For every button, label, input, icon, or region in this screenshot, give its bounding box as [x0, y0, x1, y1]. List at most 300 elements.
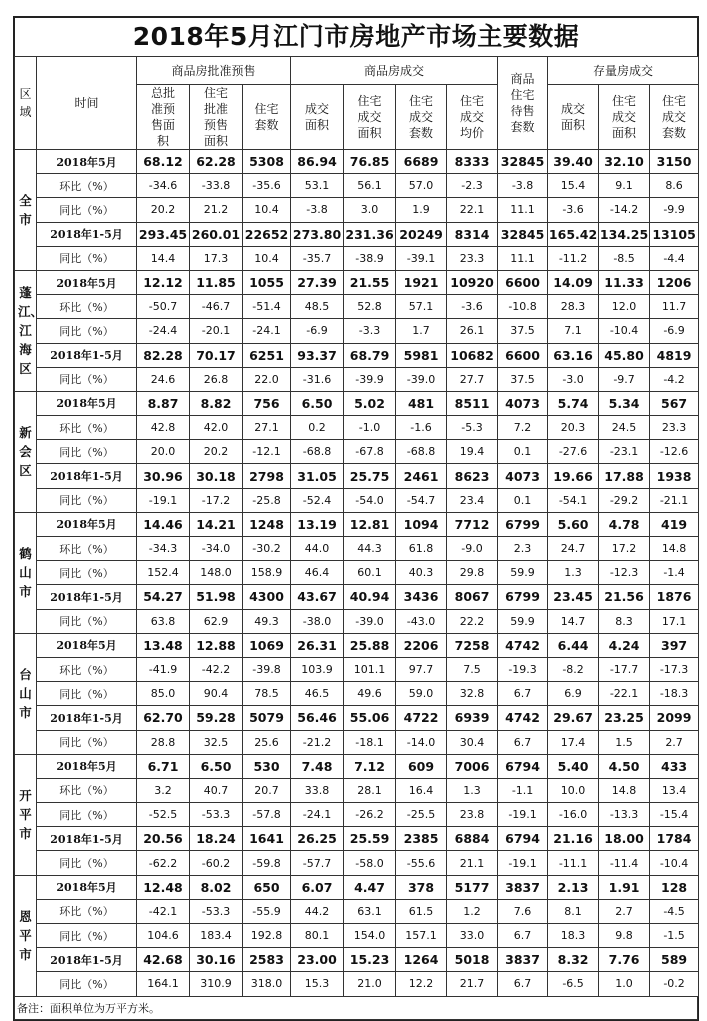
- data-cell: 52.8: [344, 295, 396, 319]
- table-row: [15, 440, 699, 464]
- data-cell: 148.0: [190, 561, 243, 585]
- data-cell: -33.8: [190, 174, 243, 198]
- data-cell: -21.2: [291, 730, 344, 754]
- header-time: 时间: [37, 57, 137, 150]
- row-label: 同比（%）: [37, 851, 137, 875]
- data-cell: 6794: [498, 754, 548, 778]
- column-header: 总批准预售面积: [137, 85, 190, 150]
- data-cell: 59.9: [498, 561, 548, 585]
- data-cell: 23.3: [447, 246, 498, 270]
- data-cell: 54.27: [137, 585, 190, 609]
- data-cell: -12.6: [650, 440, 699, 464]
- data-cell: 1264: [396, 948, 447, 972]
- data-cell: 650: [243, 875, 291, 899]
- data-cell: -1.5: [650, 924, 699, 948]
- table-row: [15, 512, 699, 536]
- data-cell: 27.1: [243, 416, 291, 440]
- data-cell: -55.6: [396, 851, 447, 875]
- data-cell: -9.0: [447, 537, 498, 561]
- data-cell: -9.7: [599, 367, 650, 391]
- data-cell: -24.1: [243, 319, 291, 343]
- data-cell: 14.09: [548, 270, 599, 294]
- data-cell: 29.8: [447, 561, 498, 585]
- data-cell: 2798: [243, 464, 291, 488]
- data-cell: 31.05: [291, 464, 344, 488]
- data-cell: 8.32: [548, 948, 599, 972]
- data-cell: -2.3: [447, 174, 498, 198]
- table-row: [15, 198, 699, 222]
- row-label: 同比（%）: [37, 609, 137, 633]
- data-cell: 26.1: [447, 319, 498, 343]
- data-cell: 8314: [447, 222, 498, 246]
- data-cell: 7258: [447, 633, 498, 657]
- data-cell: -21.1: [650, 488, 699, 512]
- data-cell: -3.8: [291, 198, 344, 222]
- table-row: [15, 222, 699, 246]
- table-row: [15, 827, 699, 851]
- data-cell: 6.71: [137, 754, 190, 778]
- data-cell: 21.7: [447, 972, 498, 996]
- data-cell: 10.0: [548, 778, 599, 802]
- data-cell: 20.7: [243, 778, 291, 802]
- data-cell: 3.0: [344, 198, 396, 222]
- data-cell: -16.0: [548, 803, 599, 827]
- data-cell: 2.7: [599, 899, 650, 923]
- data-cell: -18.3: [650, 682, 699, 706]
- data-cell: 1055: [243, 270, 291, 294]
- data-cell: 273.80: [291, 222, 344, 246]
- data-cell: -52.5: [137, 803, 190, 827]
- table-row: [15, 778, 699, 802]
- row-label: 环比（%）: [37, 416, 137, 440]
- data-cell: 20.2: [137, 198, 190, 222]
- data-cell: 0.2: [291, 416, 344, 440]
- data-cell: 51.98: [190, 585, 243, 609]
- data-cell: -39.1: [396, 246, 447, 270]
- row-label: 同比（%）: [37, 198, 137, 222]
- data-cell: 2385: [396, 827, 447, 851]
- table-row: [15, 391, 699, 415]
- row-label: 环比（%）: [37, 899, 137, 923]
- data-cell: 33.8: [291, 778, 344, 802]
- data-cell: 15.4: [548, 174, 599, 198]
- data-cell: 6689: [396, 150, 447, 174]
- data-cell: 25.88: [344, 633, 396, 657]
- data-cell: 15.23: [344, 948, 396, 972]
- data-cell: 4.47: [344, 875, 396, 899]
- data-cell: -24.1: [291, 803, 344, 827]
- data-cell: -68.8: [396, 440, 447, 464]
- data-cell: 433: [650, 754, 699, 778]
- data-cell: 61.8: [396, 537, 447, 561]
- data-cell: 26.31: [291, 633, 344, 657]
- data-cell: 63.16: [548, 343, 599, 367]
- data-cell: 21.16: [548, 827, 599, 851]
- data-cell: 530: [243, 754, 291, 778]
- data-cell: 6.9: [548, 682, 599, 706]
- row-label: 2018年5月: [37, 270, 137, 294]
- data-cell: 6939: [447, 706, 498, 730]
- data-cell: 28.8: [137, 730, 190, 754]
- data-cell: 21.0: [344, 972, 396, 996]
- data-cell: 5.40: [548, 754, 599, 778]
- data-cell: 293.45: [137, 222, 190, 246]
- table-row: [15, 609, 699, 633]
- data-cell: 6.44: [548, 633, 599, 657]
- data-cell: 481: [396, 391, 447, 415]
- data-cell: -34.6: [137, 174, 190, 198]
- data-cell: 6600: [498, 270, 548, 294]
- data-cell: 63.1: [344, 899, 396, 923]
- data-cell: 1248: [243, 512, 291, 536]
- data-cell: 1.9: [396, 198, 447, 222]
- data-cell: 30.96: [137, 464, 190, 488]
- data-cell: 101.1: [344, 657, 396, 681]
- data-cell: -24.4: [137, 319, 190, 343]
- data-cell: 22.2: [447, 609, 498, 633]
- data-cell: -5.3: [447, 416, 498, 440]
- data-cell: -0.2: [650, 972, 699, 996]
- data-cell: 32845: [498, 222, 548, 246]
- data-cell: -13.3: [599, 803, 650, 827]
- data-cell: -25.5: [396, 803, 447, 827]
- data-cell: -22.1: [599, 682, 650, 706]
- data-cell: 1.3: [548, 561, 599, 585]
- data-cell: 40.7: [190, 778, 243, 802]
- data-cell: 44.3: [344, 537, 396, 561]
- data-cell: 18.3: [548, 924, 599, 948]
- data-cell: 14.7: [548, 609, 599, 633]
- region-cell: 全市: [15, 150, 37, 271]
- data-cell: 11.7: [650, 295, 699, 319]
- data-cell: -19.3: [498, 657, 548, 681]
- data-cell: 12.0: [599, 295, 650, 319]
- row-label: 环比（%）: [37, 174, 137, 198]
- data-cell: 25.75: [344, 464, 396, 488]
- data-cell: 56.46: [291, 706, 344, 730]
- data-cell: 11.33: [599, 270, 650, 294]
- row-label: 2018年1-5月: [37, 827, 137, 851]
- data-cell: 0.1: [498, 440, 548, 464]
- column-header: 住宅成交套数: [650, 85, 699, 150]
- data-cell: 28.3: [548, 295, 599, 319]
- data-cell: 2.3: [498, 537, 548, 561]
- data-cell: 8623: [447, 464, 498, 488]
- row-label: 2018年5月: [37, 754, 137, 778]
- row-label: 同比（%）: [37, 803, 137, 827]
- data-cell: -14.2: [599, 198, 650, 222]
- data-cell: 1784: [650, 827, 699, 851]
- data-cell: 3837: [498, 948, 548, 972]
- row-label: 同比（%）: [37, 367, 137, 391]
- row-label: 2018年5月: [37, 875, 137, 899]
- data-cell: 7.76: [599, 948, 650, 972]
- data-cell: 48.5: [291, 295, 344, 319]
- data-cell: 4073: [498, 391, 548, 415]
- data-cell: 397: [650, 633, 699, 657]
- table-row: [15, 367, 699, 391]
- data-cell: -17.3: [650, 657, 699, 681]
- table-row: [15, 174, 699, 198]
- data-cell: 6600: [498, 343, 548, 367]
- region-cell: 蓬江、江海区: [15, 270, 37, 391]
- data-cell: 1938: [650, 464, 699, 488]
- data-cell: 26.8: [190, 367, 243, 391]
- column-header: 住宅批准预售面积: [190, 85, 243, 150]
- data-cell: 32.5: [190, 730, 243, 754]
- data-cell: -46.7: [190, 295, 243, 319]
- data-cell: -10.4: [650, 851, 699, 875]
- data-cell: -11.4: [599, 851, 650, 875]
- data-cell: 6.7: [498, 924, 548, 948]
- data-cell: -34.0: [190, 537, 243, 561]
- row-label: 2018年1-5月: [37, 948, 137, 972]
- data-cell: 46.5: [291, 682, 344, 706]
- data-cell: 2099: [650, 706, 699, 730]
- column-header: 住宅成交面积: [344, 85, 396, 150]
- row-label: 环比（%）: [37, 295, 137, 319]
- data-cell: -3.6: [447, 295, 498, 319]
- row-label: 2018年1-5月: [37, 343, 137, 367]
- data-cell: 4722: [396, 706, 447, 730]
- data-cell: 1.5: [599, 730, 650, 754]
- data-cell: 3.2: [137, 778, 190, 802]
- data-cell: 93.37: [291, 343, 344, 367]
- data-cell: 8.02: [190, 875, 243, 899]
- data-cell: 27.39: [291, 270, 344, 294]
- data-cell: 23.3: [650, 416, 699, 440]
- data-cell: -6.5: [548, 972, 599, 996]
- data-cell: 157.1: [396, 924, 447, 948]
- data-cell: -23.1: [599, 440, 650, 464]
- data-cell: 59.28: [190, 706, 243, 730]
- data-cell: 8.82: [190, 391, 243, 415]
- data-cell: 30.4: [447, 730, 498, 754]
- data-cell: -54.1: [548, 488, 599, 512]
- data-cell: 40.94: [344, 585, 396, 609]
- data-cell: 27.7: [447, 367, 498, 391]
- data-cell: 22.1: [447, 198, 498, 222]
- table-row: [15, 270, 699, 294]
- row-label: 2018年5月: [37, 391, 137, 415]
- data-cell: -39.8: [243, 657, 291, 681]
- data-cell: 21.1: [447, 851, 498, 875]
- data-cell: 192.8: [243, 924, 291, 948]
- region-cell: 鹤山市: [15, 512, 37, 633]
- data-cell: 5.74: [548, 391, 599, 415]
- data-cell: 90.4: [190, 682, 243, 706]
- data-cell: 17.3: [190, 246, 243, 270]
- data-cell: 78.5: [243, 682, 291, 706]
- data-cell: -42.2: [190, 657, 243, 681]
- data-cell: -12.1: [243, 440, 291, 464]
- data-cell: 4.78: [599, 512, 650, 536]
- data-cell: -54.0: [344, 488, 396, 512]
- row-label: 2018年1-5月: [37, 222, 137, 246]
- data-cell: 1069: [243, 633, 291, 657]
- data-cell: 97.7: [396, 657, 447, 681]
- data-cell: 14.46: [137, 512, 190, 536]
- data-cell: 134.25: [599, 222, 650, 246]
- data-cell: 8511: [447, 391, 498, 415]
- row-label: 环比（%）: [37, 778, 137, 802]
- data-cell: 6794: [498, 827, 548, 851]
- data-cell: 4300: [243, 585, 291, 609]
- data-cell: 25.6: [243, 730, 291, 754]
- row-label: 同比（%）: [37, 924, 137, 948]
- table-row: [15, 948, 699, 972]
- data-cell: 104.6: [137, 924, 190, 948]
- data-cell: 55.06: [344, 706, 396, 730]
- data-cell: -26.2: [344, 803, 396, 827]
- data-cell: 59.9: [498, 609, 548, 633]
- data-cell: 62.28: [190, 150, 243, 174]
- data-cell: -19.1: [498, 803, 548, 827]
- data-cell: 6799: [498, 512, 548, 536]
- table-row: [15, 295, 699, 319]
- data-cell: -53.3: [190, 803, 243, 827]
- data-cell: 42.8: [137, 416, 190, 440]
- footnote: 备注：面积单位为万平方米。: [14, 997, 698, 1020]
- table-row: [15, 150, 699, 174]
- row-label: 2018年1-5月: [37, 585, 137, 609]
- data-cell: 8.1: [548, 899, 599, 923]
- data-cell: 5177: [447, 875, 498, 899]
- data-cell: 2.13: [548, 875, 599, 899]
- data-cell: 3837: [498, 875, 548, 899]
- header-region: 区域: [15, 57, 37, 150]
- data-cell: 13105: [650, 222, 699, 246]
- data-cell: 183.4: [190, 924, 243, 948]
- data-cell: 5079: [243, 706, 291, 730]
- data-cell: 28.1: [344, 778, 396, 802]
- data-cell: 40.3: [396, 561, 447, 585]
- data-cell: 1.2: [447, 899, 498, 923]
- data-cell: -17.7: [599, 657, 650, 681]
- data-cell: 24.5: [599, 416, 650, 440]
- table-row: [15, 899, 699, 923]
- data-cell: 30.18: [190, 464, 243, 488]
- data-cell: 419: [650, 512, 699, 536]
- table-row: [15, 924, 699, 948]
- data-cell: -8.5: [599, 246, 650, 270]
- data-cell: 32.10: [599, 150, 650, 174]
- region-cell: 开平市: [15, 754, 37, 875]
- data-cell: 6.7: [498, 730, 548, 754]
- column-header: 住宅成交均价: [447, 85, 498, 150]
- data-cell: 20.3: [548, 416, 599, 440]
- data-cell: 164.1: [137, 972, 190, 996]
- table-row: [15, 416, 699, 440]
- data-cell: -17.2: [190, 488, 243, 512]
- data-cell: 154.0: [344, 924, 396, 948]
- data-cell: 128: [650, 875, 699, 899]
- row-label: 同比（%）: [37, 319, 137, 343]
- data-cell: 11.85: [190, 270, 243, 294]
- data-cell: -57.8: [243, 803, 291, 827]
- data-cell: 8.3: [599, 609, 650, 633]
- data-cell: 13.19: [291, 512, 344, 536]
- data-cell: 7006: [447, 754, 498, 778]
- row-label: 2018年5月: [37, 512, 137, 536]
- data-cell: 20249: [396, 222, 447, 246]
- column-header: 住宅成交套数: [396, 85, 447, 150]
- data-cell: 32.8: [447, 682, 498, 706]
- data-cell: 17.2: [599, 537, 650, 561]
- data-cell: 378: [396, 875, 447, 899]
- data-cell: 3436: [396, 585, 447, 609]
- data-cell: -57.7: [291, 851, 344, 875]
- data-cell: 37.5: [498, 367, 548, 391]
- data-cell: -41.9: [137, 657, 190, 681]
- row-label: 同比（%）: [37, 561, 137, 585]
- column-header: 住宅成交面积: [599, 85, 650, 150]
- data-cell: 57.0: [396, 174, 447, 198]
- column-header: 住宅套数: [243, 85, 291, 150]
- data-cell: -52.4: [291, 488, 344, 512]
- data-cell: -19.1: [498, 851, 548, 875]
- data-cell: -39.0: [344, 609, 396, 633]
- data-cell: -67.8: [344, 440, 396, 464]
- data-cell: -3.6: [548, 198, 599, 222]
- data-cell: 6884: [447, 827, 498, 851]
- data-cell: 62.9: [190, 609, 243, 633]
- data-cell: 21.2: [190, 198, 243, 222]
- data-cell: -10.8: [498, 295, 548, 319]
- table-row: [15, 851, 699, 875]
- data-cell: 10.4: [243, 246, 291, 270]
- data-cell: -53.3: [190, 899, 243, 923]
- data-cell: -10.4: [599, 319, 650, 343]
- data-cell: -1.1: [498, 778, 548, 802]
- data-cell: 1206: [650, 270, 699, 294]
- data-cell: 11.1: [498, 198, 548, 222]
- data-cell: -68.8: [291, 440, 344, 464]
- data-cell: 6.7: [498, 972, 548, 996]
- region-cell: 恩平市: [15, 875, 37, 996]
- table-row: [15, 561, 699, 585]
- data-cell: 17.88: [599, 464, 650, 488]
- data-cell: -4.5: [650, 899, 699, 923]
- data-cell: 42.0: [190, 416, 243, 440]
- data-cell: -1.0: [344, 416, 396, 440]
- row-label: 2018年1-5月: [37, 464, 137, 488]
- table-row: [15, 464, 699, 488]
- data-cell: 30.16: [190, 948, 243, 972]
- data-cell: -6.9: [650, 319, 699, 343]
- data-cell: 7.12: [344, 754, 396, 778]
- data-cell: -15.4: [650, 803, 699, 827]
- data-cell: -51.4: [243, 295, 291, 319]
- data-cell: 6.7: [498, 682, 548, 706]
- data-cell: -39.0: [396, 367, 447, 391]
- data-cell: 61.5: [396, 899, 447, 923]
- data-cell: 39.40: [548, 150, 599, 174]
- data-cell: 19.66: [548, 464, 599, 488]
- data-cell: 158.9: [243, 561, 291, 585]
- data-cell: 8067: [447, 585, 498, 609]
- data-cell: 9.8: [599, 924, 650, 948]
- data-cell: 9.1: [599, 174, 650, 198]
- data-cell: 12.81: [344, 512, 396, 536]
- data-cell: -27.6: [548, 440, 599, 464]
- data-cell: 4.24: [599, 633, 650, 657]
- data-cell: 4819: [650, 343, 699, 367]
- data-cell: 16.4: [396, 778, 447, 802]
- data-cell: -8.2: [548, 657, 599, 681]
- data-cell: 22652: [243, 222, 291, 246]
- data-cell: -62.2: [137, 851, 190, 875]
